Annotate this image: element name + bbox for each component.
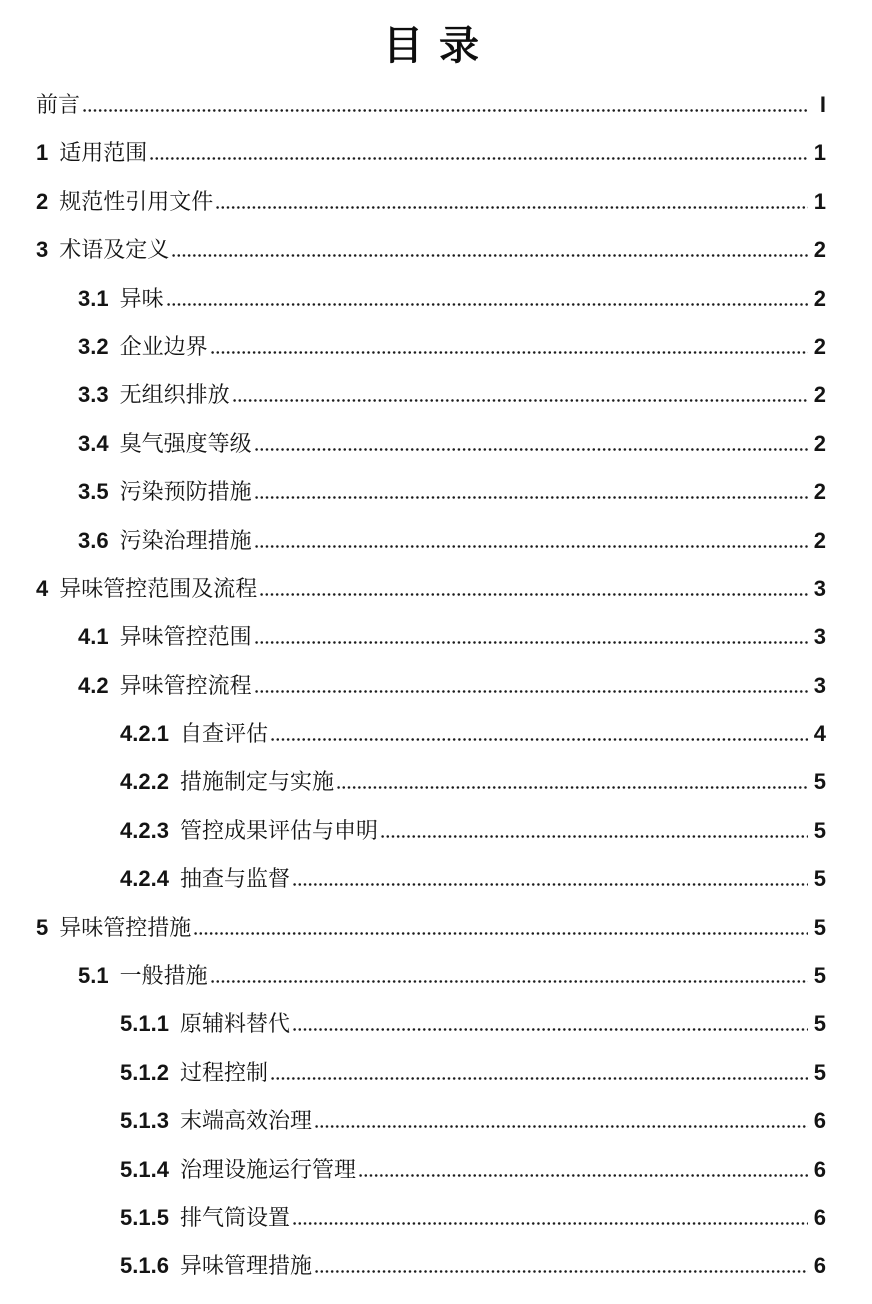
toc-entry[interactable] (36, 80, 826, 128)
toc-entry-number: 5.1.3 (120, 1108, 169, 1134)
toc-entry[interactable] (36, 709, 826, 757)
toc-entry-number: 5.1.1 (120, 1011, 169, 1037)
toc-entry-label: 自查评估 (179, 721, 268, 747)
toc-entry-page: 5 (813, 866, 826, 892)
dot-leader (315, 1125, 808, 1128)
toc-entry-number: 3.3 (78, 382, 109, 408)
toc-entry-number: 3.1 (78, 285, 109, 311)
toc-entry-label: 异味管控范围 (119, 624, 252, 650)
toc-entry-label: 排气筒设置 (179, 1204, 290, 1230)
toc-entry[interactable] (36, 177, 826, 225)
toc-entry-label: 臭气强度等级 (119, 430, 252, 456)
dot-leader (172, 254, 808, 257)
toc-entry-label: 异味管控流程 (119, 672, 252, 698)
dot-leader (255, 448, 808, 451)
toc-entry[interactable] (36, 128, 826, 176)
toc-entry-number: 5 (36, 914, 49, 940)
toc-entry-label: 污染预防措施 (119, 479, 252, 505)
toc-entry-page: 5 (813, 817, 826, 843)
toc-entry-number: 1 (36, 140, 49, 166)
toc-entry-label: 异味管理措施 (179, 1253, 312, 1279)
toc-entry-page: 2 (813, 237, 826, 263)
toc-entry-page: 5 (813, 769, 826, 795)
toc-entry[interactable] (36, 661, 826, 709)
toc-entry-page: 1 (813, 188, 826, 214)
toc-entry[interactable] (36, 1193, 826, 1241)
toc-entry[interactable] (36, 757, 826, 805)
toc-entry-page: 6 (813, 1253, 826, 1279)
toc-entry-label: 过程控制 (179, 1059, 268, 1085)
dot-leader (255, 496, 808, 499)
toc-entry-page: 2 (813, 382, 826, 408)
dot-leader (211, 980, 808, 983)
toc-entry[interactable] (36, 564, 826, 612)
toc-list (36, 80, 826, 1290)
dot-leader (216, 206, 808, 209)
toc-entry[interactable] (36, 1241, 826, 1289)
toc-entry-page: 3 (813, 672, 826, 698)
toc-entry-page: 3 (813, 624, 826, 650)
toc-entry-page: 2 (813, 479, 826, 505)
dot-leader (359, 1174, 808, 1177)
toc-entry-page: 5 (813, 963, 826, 989)
toc-entry-number: 5.1.6 (120, 1253, 169, 1279)
dot-leader (271, 738, 808, 741)
toc-entry-label: 抽查与监督 (179, 866, 290, 892)
dot-leader (293, 883, 808, 886)
toc-entry[interactable] (36, 467, 826, 515)
toc-entry-label: 规范性引用文件 (59, 188, 214, 214)
toc-entry-label: 原辅料替代 (179, 1011, 290, 1037)
toc-entry[interactable] (36, 806, 826, 854)
toc-entry-label: 术语及定义 (59, 237, 170, 263)
toc-entry-label: 异味管控范围及流程 (59, 575, 258, 601)
toc-entry-number: 4.2.4 (120, 866, 169, 892)
page-title: 目录 (383, 24, 495, 68)
dot-leader (293, 1028, 808, 1031)
dot-leader (260, 593, 808, 596)
toc-entry-number: 4.2.2 (120, 769, 169, 795)
dot-leader (255, 545, 808, 548)
dot-leader (255, 641, 808, 644)
toc-entry-label: 管控成果评估与申明 (179, 817, 378, 843)
toc-entry-page: 6 (813, 1204, 826, 1230)
toc-entry[interactable] (36, 854, 826, 902)
toc-entry-number: 2 (36, 188, 49, 214)
dot-leader (293, 1222, 808, 1225)
toc-entry[interactable] (36, 225, 826, 273)
toc-entry[interactable] (36, 1145, 826, 1193)
toc-entry-label: 一般措施 (119, 963, 208, 989)
toc-entry-number: 4.2.1 (120, 721, 169, 747)
dot-leader (211, 351, 808, 354)
toc-entry-number: 3.5 (78, 479, 109, 505)
toc-entry-label: 措施制定与实施 (179, 769, 334, 795)
toc-entry[interactable] (36, 612, 826, 660)
toc-entry-label: 末端高效治理 (179, 1108, 312, 1134)
dot-leader (167, 303, 808, 306)
toc-entry[interactable] (36, 903, 826, 951)
toc-entry-page: 1 (813, 140, 826, 166)
dot-leader (83, 109, 808, 112)
dot-leader (233, 399, 808, 402)
toc-entry[interactable] (36, 419, 826, 467)
toc-entry-number: 3.6 (78, 527, 109, 553)
toc-entry-label: 适用范围 (59, 140, 148, 166)
dot-leader (337, 786, 808, 789)
toc-entry-number: 5.1.5 (120, 1204, 169, 1230)
dot-leader (255, 690, 808, 693)
toc-entry-number: 4.1 (78, 624, 109, 650)
dot-leader (271, 1077, 808, 1080)
toc-entry-number: 4.2 (78, 672, 109, 698)
toc-entry-label: 污染治理措施 (119, 527, 252, 553)
toc-entry[interactable] (36, 951, 826, 999)
toc-entry-number: 4.2.3 (120, 817, 169, 843)
toc-entry[interactable] (36, 516, 826, 564)
toc-entry-page: I (819, 92, 826, 117)
dot-leader (150, 157, 808, 160)
toc-entry-number: 3.4 (78, 430, 109, 456)
toc-entry[interactable] (36, 274, 826, 322)
toc-entry-label: 企业边界 (119, 333, 208, 359)
toc-entry-page: 5 (813, 1011, 826, 1037)
toc-entry-label: 异味管控措施 (59, 914, 192, 940)
toc-entry-number: 5.1 (78, 963, 109, 989)
toc-entry-label: 异味 (119, 285, 164, 311)
toc-entry-label: 治理设施运行管理 (179, 1156, 356, 1182)
toc-entry-number: 3.2 (78, 333, 109, 359)
toc-entry[interactable] (36, 322, 826, 370)
toc-entry[interactable] (36, 1096, 826, 1144)
toc-entry-page: 2 (813, 430, 826, 456)
toc-entry-number: 5.1.4 (120, 1156, 169, 1182)
dot-leader (194, 932, 808, 935)
toc-entry-page: 5 (813, 1059, 826, 1085)
toc-entry[interactable] (36, 999, 826, 1047)
dot-leader (315, 1270, 808, 1273)
toc-entry-page: 2 (813, 527, 826, 553)
toc-entry[interactable] (36, 1048, 826, 1096)
toc-entry-number: 5.1.2 (120, 1059, 169, 1085)
toc-entry-page: 2 (813, 285, 826, 311)
toc-entry-page: 3 (813, 575, 826, 601)
toc-entry-number: 3 (36, 237, 49, 263)
toc-entry-page: 6 (813, 1156, 826, 1182)
toc-entry-number: 4 (36, 575, 49, 601)
toc-entry-page: 2 (813, 333, 826, 359)
toc-entry-page: 4 (813, 721, 826, 747)
toc-entry-page: 6 (813, 1108, 826, 1134)
toc-entry-page: 5 (813, 914, 826, 940)
toc-entry[interactable] (36, 370, 826, 418)
toc-entry-label: 前言 (36, 92, 81, 117)
toc-entry-label: 无组织排放 (119, 382, 230, 408)
dot-leader (381, 835, 808, 838)
